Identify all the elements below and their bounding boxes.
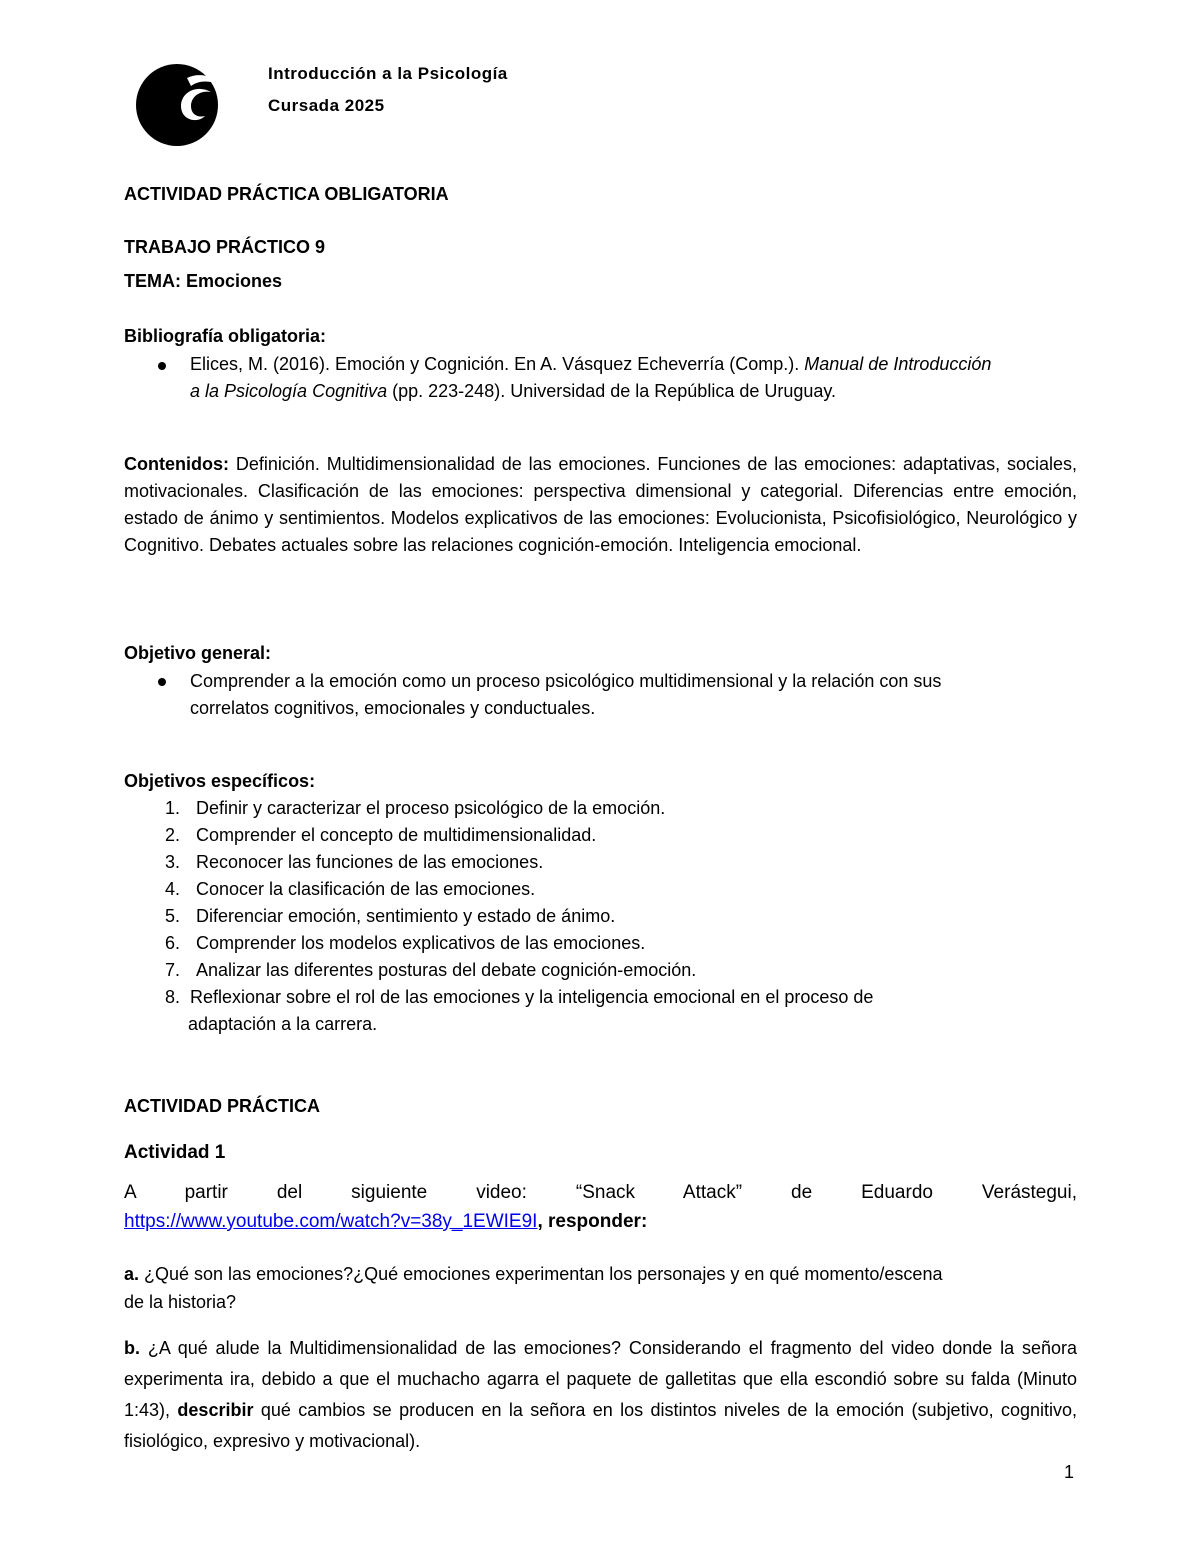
list-item	[0, 822, 1100, 849]
document-heading: ACTIVIDAD PRÁCTICA OBLIGATORIA	[124, 184, 449, 204]
video-link[interactable]: https://www.youtube.com/watch?v=38y_1EWIE9I	[124, 1211, 538, 1232]
bib-part2: (pp. 223-248). Universidad de la República de Uruguay.	[387, 381, 837, 401]
list-number: 1.	[164, 798, 180, 818]
list-text: Conocer la clasificación de las emociones.	[196, 879, 536, 899]
actividad1-intro-line2	[124, 1207, 1077, 1236]
page-number: 1	[1064, 1462, 1075, 1482]
actividad-practica-heading: ACTIVIDAD PRÁCTICA	[124, 1096, 320, 1116]
list-text: Reconocer las funciones de las emociones.	[196, 852, 544, 872]
objetivo-general-label: Objetivo general:	[124, 643, 272, 663]
objetivo-general-item	[190, 668, 1080, 722]
tp-title: TRABAJO PRÁCTICO 9	[124, 237, 326, 257]
list-number: 6.	[164, 933, 180, 953]
list-item	[0, 795, 1100, 822]
list-text: Definir y caracterizar el proceso psicológico de la emoción.	[196, 798, 666, 818]
course-title: Introducción a la Psicología	[268, 64, 508, 83]
question-b-label: b.	[124, 1338, 140, 1358]
contenidos-paragraph	[124, 451, 1077, 559]
list-text: Reflexionar sobre el rol de las emociones y la inteligencia emocional en el proceso de	[190, 987, 874, 1007]
actividad1-intro-line1: A partir del siguiente video: “Snack Attack” de Eduardo Verástegui,	[124, 1182, 1077, 1203]
list-number: 2.	[164, 825, 180, 845]
contenidos-label: Contenidos:	[124, 454, 229, 474]
list-item	[0, 930, 1100, 957]
list-text: Comprender el concepto de multidimensionalidad.	[196, 825, 597, 845]
list-item	[0, 849, 1100, 876]
list-item	[0, 876, 1100, 903]
list-text: adaptación a la carrera.	[188, 1014, 378, 1034]
question-b-text2: qué cambios se producen en la señora en los distintos niveles de la emoción (subjetivo, cognitivo, fisiológico, expresivo y motivacional).	[124, 1400, 1078, 1451]
question-a-line1: ¿Qué son las emociones?¿Qué emociones experimentan los personajes y en qué momento/escena	[139, 1264, 943, 1284]
list-item	[0, 957, 1100, 984]
objetivo-general-line1: Comprender a la emoción como un proceso psicológico multidimensional y la relación con sus	[190, 671, 942, 691]
question-b	[124, 1333, 1077, 1457]
list-text: Diferenciar emoción, sentimiento y estado de ánimo.	[196, 906, 616, 926]
list-item	[0, 984, 1100, 1011]
bib-title-b: a la Psicología Cognitiva	[190, 381, 388, 401]
question-a-label: a.	[124, 1264, 140, 1284]
bibliografia-item	[190, 351, 1080, 405]
university-logo-icon	[135, 62, 221, 146]
list-item	[0, 903, 1100, 930]
list-number: 5.	[164, 906, 180, 926]
bullet-icon	[158, 362, 166, 370]
list-item-continuation	[0, 1011, 1100, 1038]
objetivos-list	[0, 795, 1100, 1038]
course-term: Cursada 2025	[268, 96, 385, 115]
list-number: 8.	[164, 987, 180, 1007]
objetivo-general-line2: correlatos cognitivos, emocionales y conductuales.	[190, 698, 596, 718]
bib-title-a: Manual de Introducción	[804, 354, 992, 374]
question-b-text1: ¿A qué alude la Multidimensionalidad de las emociones? Considerando el fragmento del video donde la señora experimenta ira, debido a que el muchacho agarra el paquete de galletitas que ella escondió sobre su falda (Minuto 1:43),	[124, 1338, 1077, 1420]
question-a	[124, 1260, 1077, 1316]
bullet-icon	[158, 678, 166, 686]
list-number: 4.	[164, 879, 180, 899]
question-a-line2: de la historia?	[124, 1292, 237, 1312]
tema-label: TEMA:	[124, 271, 181, 291]
objetivos-especificos-label: Objetivos específicos:	[124, 771, 316, 791]
bibliografia-label: Bibliografía obligatoria:	[124, 326, 327, 346]
bib-part1: Elices, M. (2016). Emoción y Cognición. En A. Vásquez Echeverría (Comp.).	[190, 354, 805, 374]
question-b-bold: describir	[177, 1400, 254, 1420]
list-number: 7.	[164, 960, 180, 980]
actividad1-label: Actividad 1	[124, 1142, 226, 1163]
list-text: Analizar las diferentes posturas del debate cognición-emoción.	[196, 960, 697, 980]
contenidos-text: Definición. Multidimensionalidad de las emociones. Funciones de las emociones: adaptativas, sociales, motivacionales. Clasificación de las emociones: perspectiva dimensional y categorial. Diferencias entre emoción, estado de ánimo y sentimientos. Modelos explicativos de las emociones: Evolucionista, Psicofisiológico, Neurológico y Cognitivo. Debates actuales sobre las relaciones cognición-emoción. Inteligencia emocional.	[124, 454, 1077, 555]
list-number: 3.	[164, 852, 180, 872]
list-text: Comprender los modelos explicativos de las emociones.	[196, 933, 646, 953]
responder-text: , responder:	[537, 1211, 648, 1232]
tema-value: Emociones	[186, 271, 283, 291]
tema-line	[124, 268, 282, 295]
actividad1-intro	[124, 1178, 1077, 1236]
